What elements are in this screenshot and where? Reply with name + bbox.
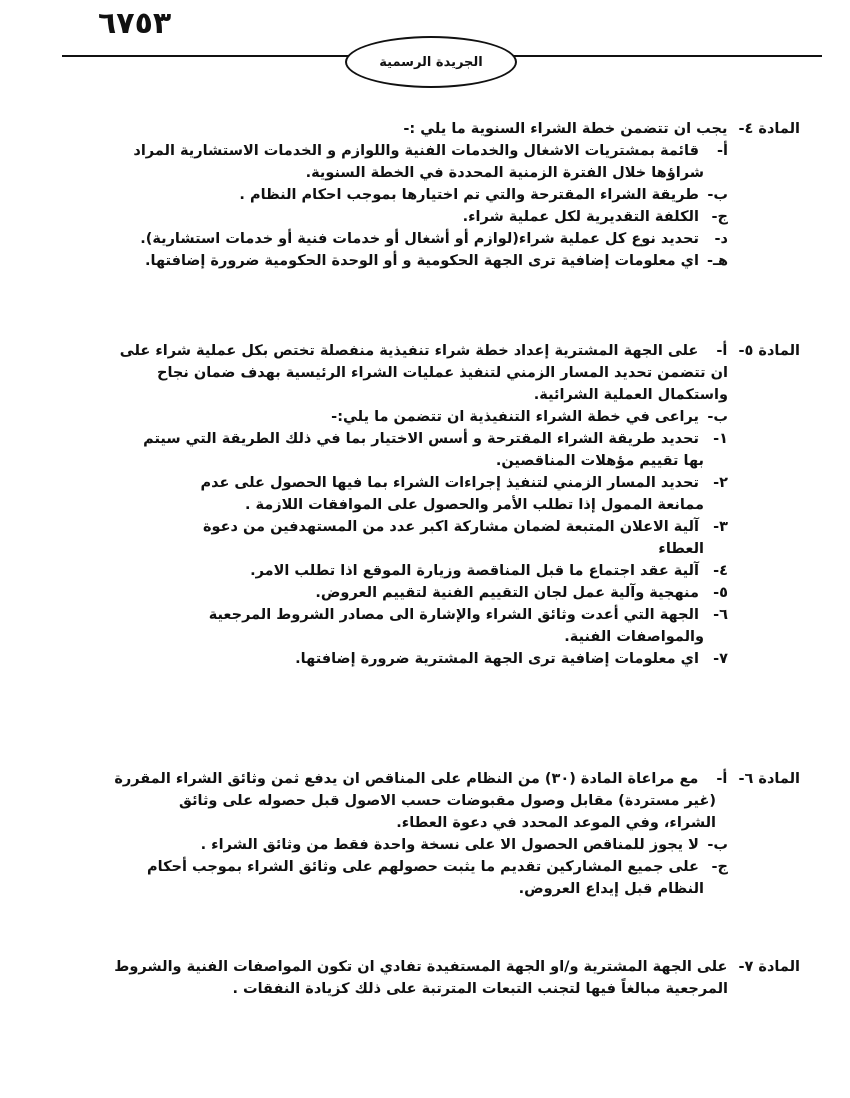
gazette-title-oval — [345, 36, 517, 88]
item-marker: ٤- — [713, 563, 728, 579]
article-heading: المادة ٤- — [738, 121, 800, 137]
line-text: تحديد نوع كل عملية شراء(لوازم أو أشغال أو خدمات فنية أو خدمات استشارية). — [140, 231, 699, 247]
article-line — [60, 472, 800, 494]
item-marker: ٥- — [713, 585, 728, 601]
line-text: اي معلومات إضافية ترى الجهة الحكومية و أو الوحدة الحكومية ضرورة إضافتها. — [145, 253, 699, 269]
line-text: آلية الاعلان المتبعة لضمان مشاركة اكبر عدد من المستهدفين من دعوة — [202, 519, 699, 535]
item-marker: ٦- — [713, 607, 728, 623]
line-text: تحديد طريقة الشراء المقترحة و أسس الاختيار بما في ذلك الطريقة التي سيتم — [143, 431, 699, 447]
item-marker: ٣- — [713, 519, 728, 535]
line-text: العطاء — [658, 541, 704, 557]
line-text: على جميع المشاركين تقديم ما يثبت حصولهم على وثائق الشراء بموجب أحكام — [147, 859, 699, 875]
article-line — [60, 250, 800, 272]
article-line — [60, 978, 800, 1000]
article-line — [60, 768, 800, 790]
item-marker: ٢- — [713, 475, 728, 491]
article-line — [60, 362, 800, 384]
article-line — [60, 206, 800, 228]
item-marker: ب- — [707, 409, 728, 425]
line-text: طريقة الشراء المقترحة والتي تم اختيارها بموجب احكام النظام . — [239, 187, 699, 203]
line-text: بها تقييم مؤهلات المناقصين. — [495, 453, 704, 469]
gazette-title: الجريدة الرسمية — [379, 54, 483, 70]
item-marker: ٧- — [713, 651, 728, 667]
item-marker: ب- — [707, 187, 728, 203]
article-line — [60, 494, 800, 516]
article-line — [60, 582, 800, 604]
article-line — [60, 516, 800, 538]
line-text: الشراء، وفي الموعد المحدد في دعوة العطاء. — [396, 815, 716, 831]
item-marker: ١- — [713, 431, 728, 447]
article-7 — [60, 956, 800, 1000]
article-line — [60, 538, 800, 560]
line-text: منهجية وآلية عمل لجان التقييم الفنية لتقييم العروض. — [315, 585, 699, 601]
article-line — [60, 162, 800, 184]
article-line — [60, 118, 800, 140]
article-line — [60, 450, 800, 472]
article-line — [60, 604, 800, 626]
line-text: يراعى في خطة الشراء التنفيذية ان تتضمن ما يلي:- — [331, 409, 699, 425]
item-marker: ج- — [711, 209, 728, 225]
line-text: تحديد المسار الزمني لتنفيذ إجراءات الشراء بما فيها الحصول على عدم — [200, 475, 699, 491]
page-number: ٦٧٥٣ — [98, 6, 172, 41]
article-heading: المادة ٧- — [738, 959, 800, 975]
line-text: يجب ان تتضمن خطة الشراء السنوية ما يلي :- — [403, 121, 728, 137]
article-line — [60, 626, 800, 648]
article-line — [60, 140, 800, 162]
article-4 — [60, 118, 800, 272]
article-line — [60, 790, 800, 812]
article-line — [60, 340, 800, 362]
line-text: ممانعة الممول إذا تطلب الأمر والحصول على الموافقات اللازمة . — [244, 497, 704, 513]
line-text: (غير مستردة) مقابل وصول مقبوضات حسب الاصول قبل حصوله على وثائق — [179, 793, 716, 809]
item-marker: ب- — [707, 837, 728, 853]
line-text: آلية عقد اجتماع ما قبل المناقصة وزيارة الموقع اذا تطلب الامر. — [250, 563, 699, 579]
article-line — [60, 184, 800, 206]
line-text: لا يجوز للمناقص الحصول الا على نسخة واحدة فقط من وثائق الشراء . — [200, 837, 699, 853]
item-marker: أ- — [716, 771, 728, 787]
line-text: النظام قبل إيداع العروض. — [518, 881, 704, 897]
article-line — [60, 428, 800, 450]
article-line — [60, 384, 800, 406]
line-text: قائمة بمشتريات الاشغال والخدمات الفنية واللوازم و الخدمات الاستشارية المراد — [133, 143, 699, 159]
line-text: على الجهة المشترية إعداد خطة شراء تنفيذية منفصلة تختص بكل عملية شراء على — [119, 343, 699, 359]
item-marker: ج- — [711, 859, 728, 875]
article-heading: المادة ٥- — [738, 343, 800, 359]
article-line — [60, 560, 800, 582]
line-text: الكلفة التقديرية لكل عملية شراء. — [462, 209, 699, 225]
item-marker: هـ- — [706, 253, 728, 269]
article-line — [60, 648, 800, 670]
line-text: والمواصفات الفنية. — [564, 629, 704, 645]
article-line — [60, 406, 800, 428]
article-6 — [60, 768, 800, 900]
article-line — [60, 956, 800, 978]
line-text: اي معلومات إضافية ترى الجهة المشترية ضرورة إضافتها. — [295, 651, 699, 667]
article-line — [60, 228, 800, 250]
item-marker: أ- — [717, 143, 728, 159]
article-line — [60, 878, 800, 900]
article-line — [60, 834, 800, 856]
item-marker: أ- — [716, 343, 728, 359]
article-heading: المادة ٦- — [738, 771, 800, 787]
line-text: مع مراعاة المادة (٣٠) من النظام على المناقص ان يدفع ثمن وثائق الشراء المقررة — [114, 771, 699, 787]
article-line — [60, 812, 800, 834]
article-5 — [60, 340, 800, 670]
line-text: المرجعية مبالغاً فيها لتجنب التبعات المترتبة على ذلك كزيادة النفقات . — [232, 981, 728, 997]
line-text: الجهة التي أعدت وثائق الشراء والإشارة الى مصادر الشروط المرجعية — [208, 607, 699, 623]
article-line — [60, 856, 800, 878]
line-text: ان تتضمن تحديد المسار الزمني لتنفيذ عمليات الشراء الرئيسية بهدف ضمان نجاح — [157, 365, 728, 381]
item-marker: د- — [714, 231, 728, 247]
line-text: واستكمال العملية الشرائية. — [533, 387, 728, 403]
line-text: شراؤها خلال الفترة الزمنية المحددة في الخطة السنوية. — [305, 165, 704, 181]
line-text: على الجهة المشترية و/او الجهة المستفيدة تفادي ان تكون المواصفات الفنية والشروط — [114, 959, 728, 975]
